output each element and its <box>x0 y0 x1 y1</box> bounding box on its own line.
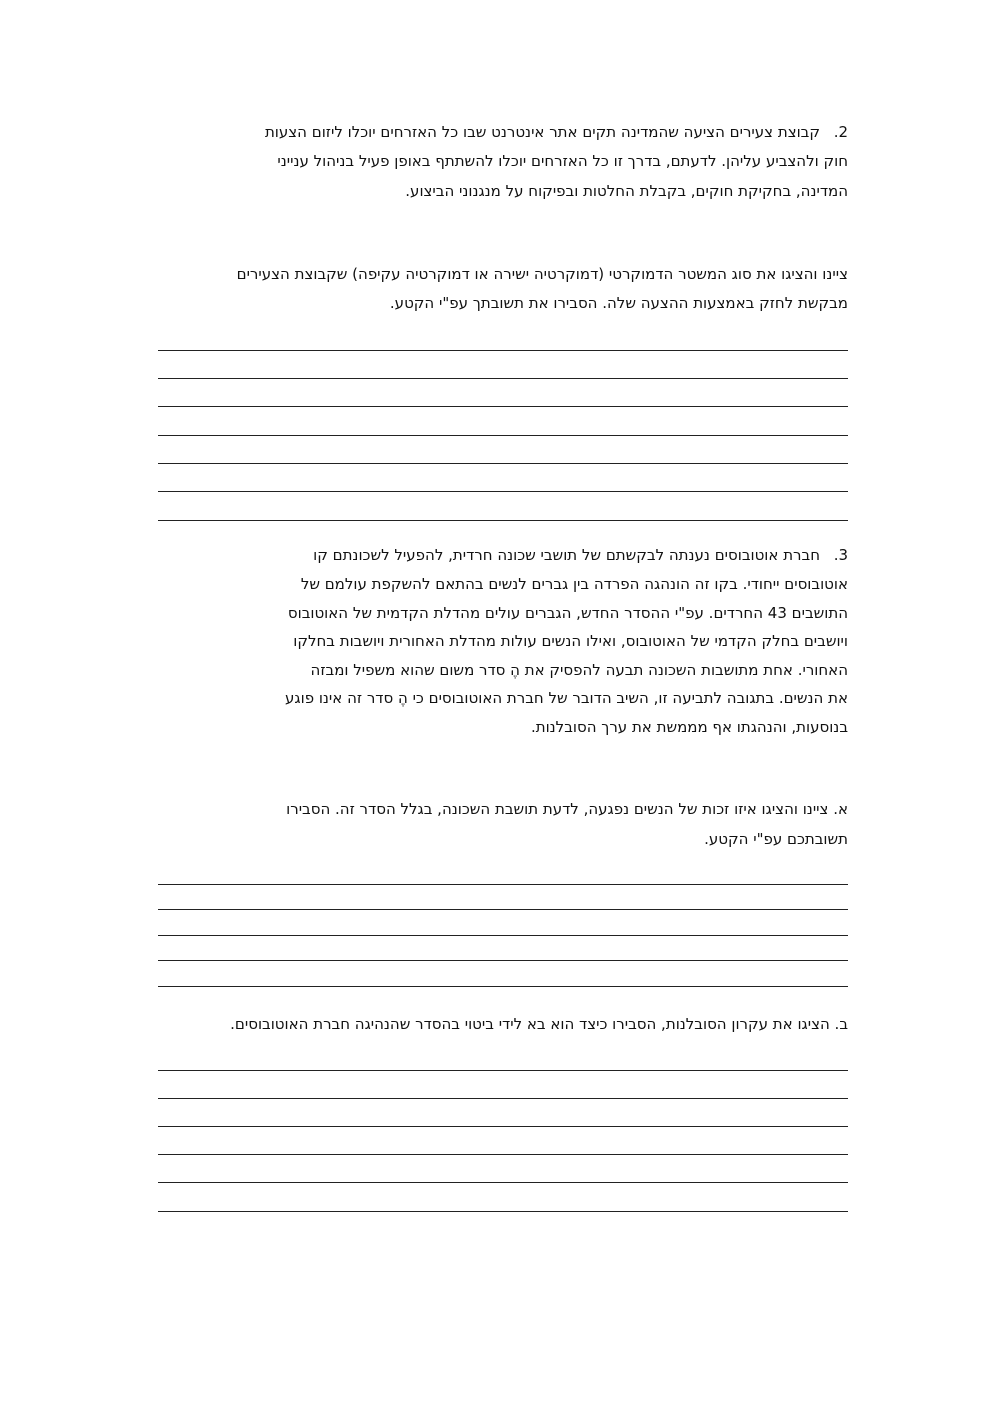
answer-line-q3b-3[interactable] <box>158 1126 848 1127</box>
answer-line-q3a-2[interactable] <box>158 909 848 910</box>
answer-line-q3a-5[interactable] <box>158 986 848 987</box>
answer-line-q2-4[interactable] <box>158 435 848 436</box>
question-2-text-line-1: קבוצת צעירים הציעה שהמדינה תקים אתר אינטרנט שבו כל האזרחים יוכלו ליזום הצעות <box>264 123 820 141</box>
question-3-text-line-2: אוטובוסים ייחודי. בקו זה הונהגה הפרדה בין גברים לנשים בהתאם להשקפת עולמם של <box>300 575 848 593</box>
answer-line-q3b-5[interactable] <box>158 1182 848 1183</box>
question-3-text-line-7: בנוסעות, והנהגתו אף מממשת את ערך הסובלנות. <box>530 718 848 736</box>
answer-line-q3b-4[interactable] <box>158 1154 848 1155</box>
answer-line-q3a-1[interactable] <box>158 884 848 885</box>
question-3-text-line-4: ויושבים בחלק הקדמי של האוטובוס, ואילו הנשים עולות מהדלת האחורית ויושבות בחלקו <box>293 632 848 650</box>
question-2-text-line-2: חוק ולהצביע עליהן. לדעתם, בדרך זו כל האזרחים יוכלו להשתתף באופן פעיל בניהול ענייני <box>277 152 848 170</box>
question-3-text-line-1: חברת אוטובוסים נענתה לבקשתם של תושבי שכונה חרדית, להפעיל לשכונתם קו <box>313 546 820 564</box>
answer-line-q2-2[interactable] <box>158 378 848 379</box>
answer-line-q3b-2[interactable] <box>158 1098 848 1099</box>
answer-line-q2-5[interactable] <box>158 463 848 464</box>
answer-line-q3b-1[interactable] <box>158 1070 848 1071</box>
question-3-part-b-line-1: ב. הציגו את עקרון הסובלנות, הסבירו כיצד הוא בא לידי ביטוי בהסדר שהנהיגה חברת האוטובוסים. <box>230 1015 848 1033</box>
question-3-text-line-3: התושבים 43 החרדים. עפ"י ההסדר החדש, הגברים עולים מהדלת הקדמית של האוטובוס <box>287 604 848 622</box>
question-2-text-line-3: המדינה, בחקיקת חוקים, בקבלת החלטות ובפיקוח על מנגנוני הביצוע. <box>405 182 848 200</box>
question-2-task-line-2: מבקשת לחזק באמצעות ההצעה שלה. הסבירו את תשובתך עפ"י הקטע. <box>389 294 848 312</box>
answer-line-q2-6[interactable] <box>158 491 848 492</box>
question-2-task-line-1: ציינו והציגו את סוג המשטר הדמוקרטי (דמוקרטיה ישירה או דמוקרטיה עקיפה) שקבוצת הצעירים <box>236 265 848 283</box>
question-3-text-line-5: האחורי. אחת מתושבות השכונה תבעה להפסיק את הֶ סדר משום שהוא משפיל ומבזה <box>310 661 848 679</box>
answer-line-q2-7[interactable] <box>158 520 848 521</box>
question-2-number: .2 <box>833 123 848 141</box>
answer-line-q2-3[interactable] <box>158 406 848 407</box>
answer-line-q3a-4[interactable] <box>158 960 848 961</box>
question-3-part-a-line-1: א. ציינו והציגו איזו זכות של הנשים נפגעה, לדעת תושבת השכונה, בגלל הסדר זה. הסבירו <box>286 800 848 818</box>
question-3-text-line-6: את הנשים. בתגובה לתביעה זו, השיב הדובר של חברת האוטובוסים כי הֶ סדר זה אינו פוגע <box>285 689 848 707</box>
answer-line-q3b-6[interactable] <box>158 1211 848 1212</box>
question-3-number: .3 <box>833 546 848 564</box>
answer-line-q3a-3[interactable] <box>158 935 848 936</box>
answer-line-q2-1[interactable] <box>158 350 848 351</box>
question-3-part-a-line-2: תשובתכם עפ"י הקטע. <box>704 830 848 848</box>
